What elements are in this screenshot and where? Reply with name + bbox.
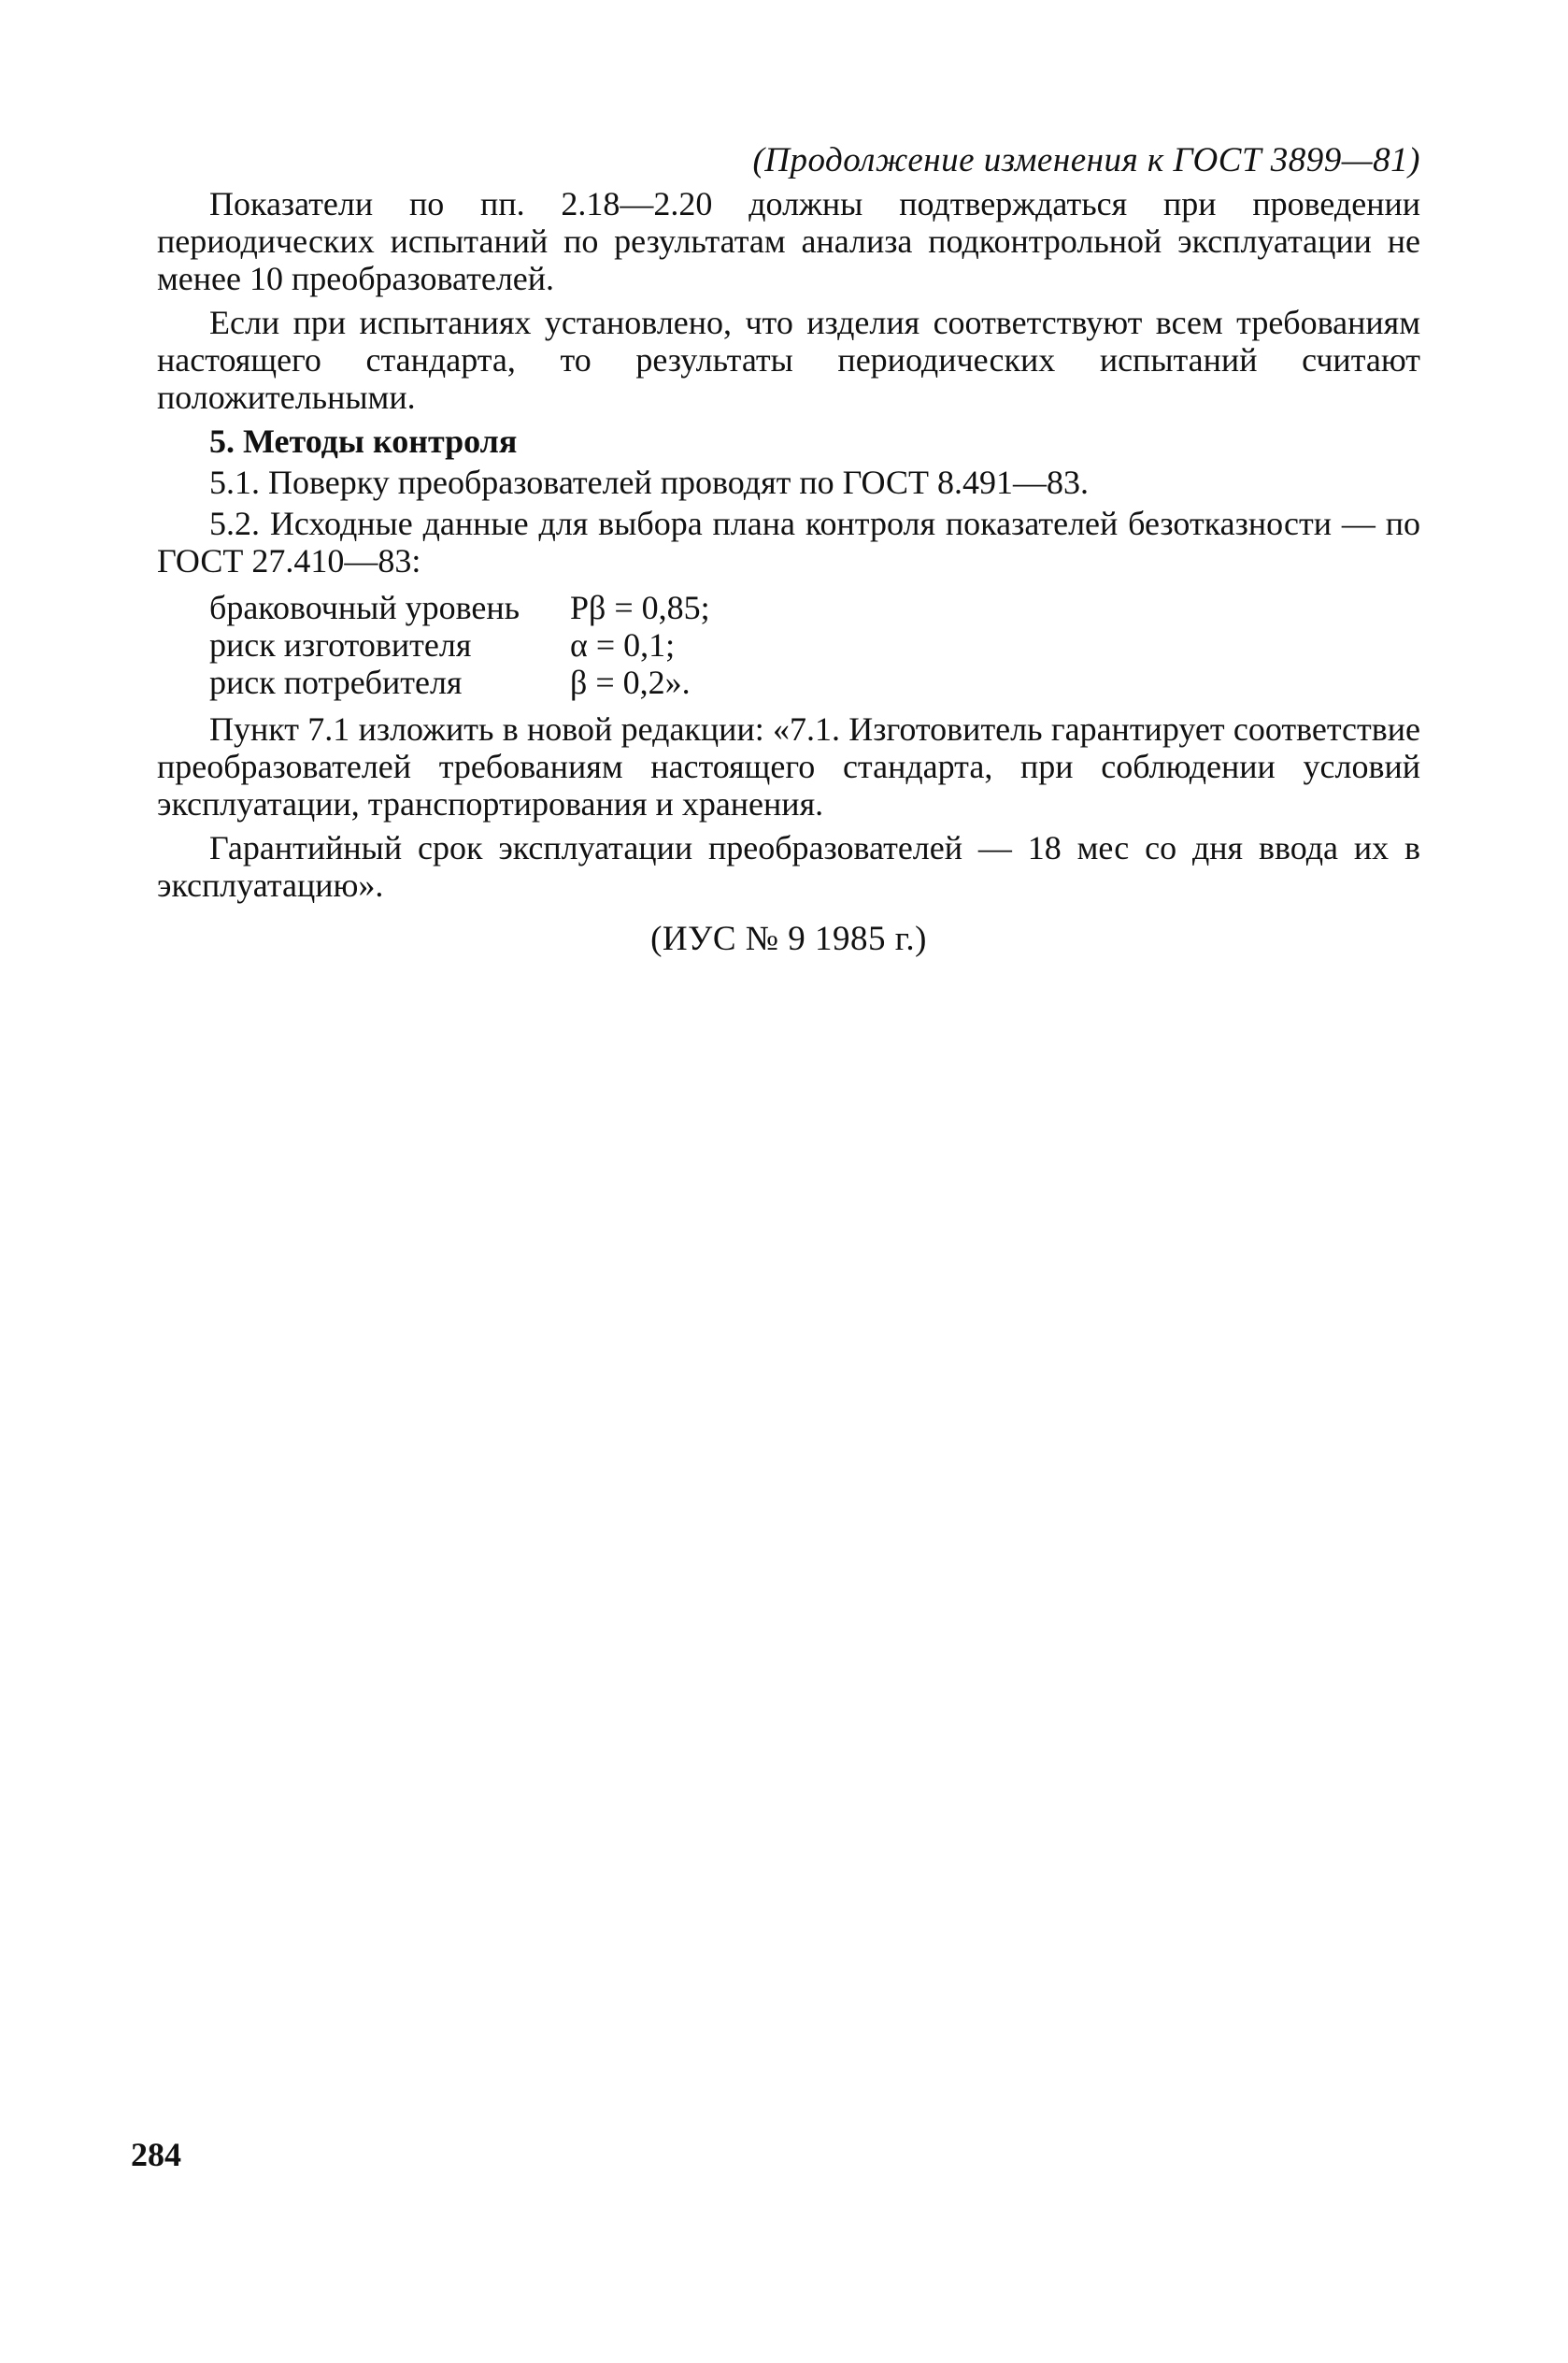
parameter-name: риск потребителя xyxy=(209,664,463,701)
parameter-row xyxy=(209,626,710,664)
paragraph-test-results: Если при испытаниях установлено, что изделия соответствуют всем требованиям настоящего стандарта, то результаты периодических испытаний считают положительными. xyxy=(157,304,1420,416)
parameter-row xyxy=(209,664,710,701)
parameter-value: Pβ = 0,85; xyxy=(570,589,710,626)
parameter-row xyxy=(209,589,710,626)
parameter-name: риск изготовителя xyxy=(209,626,472,664)
parameter-value: β = 0,2». xyxy=(570,664,691,701)
body-text xyxy=(157,185,1420,958)
parameter-list xyxy=(209,589,710,701)
parameter-name: браковочный уровень xyxy=(209,589,520,626)
page-number: 284 xyxy=(131,2136,181,2173)
source-reference: (ИУС № 9 1985 г.) xyxy=(650,920,927,958)
section-heading: 5. Методы контроля xyxy=(209,422,518,460)
running-header: (Продолжение изменения к ГОСТ 3899—81) xyxy=(752,141,1420,179)
clause-5-1: 5.1. Поверку преобразователей проводят по ГОСТ 8.491—83. xyxy=(209,464,1089,501)
paragraph-warranty: Гарантийный срок эксплуатации преобразователей — 18 мес со дня ввода их в эксплуатацию». xyxy=(157,829,1420,904)
clause-5-2: 5.2. Исходные данные для выбора плана контроля показателей безотказности — по ГОСТ 27.410—83: xyxy=(157,505,1420,580)
paragraph-indicators: Показатели по пп. 2.18—2.20 должны подтверждаться при проведении периодических испытаний по результатам анализа подконтрольной эксплуатации не менее 10 преобразователей. xyxy=(157,185,1420,297)
clause-7-1: Пункт 7.1 изложить в новой редакции: «7.1. Изготовитель гарантирует соответствие преобразователей требованиям настоящего стандарта, при соблюдении условий эксплуатации, транспортирования и хранения. xyxy=(157,710,1420,823)
parameter-value: α = 0,1; xyxy=(570,626,676,664)
